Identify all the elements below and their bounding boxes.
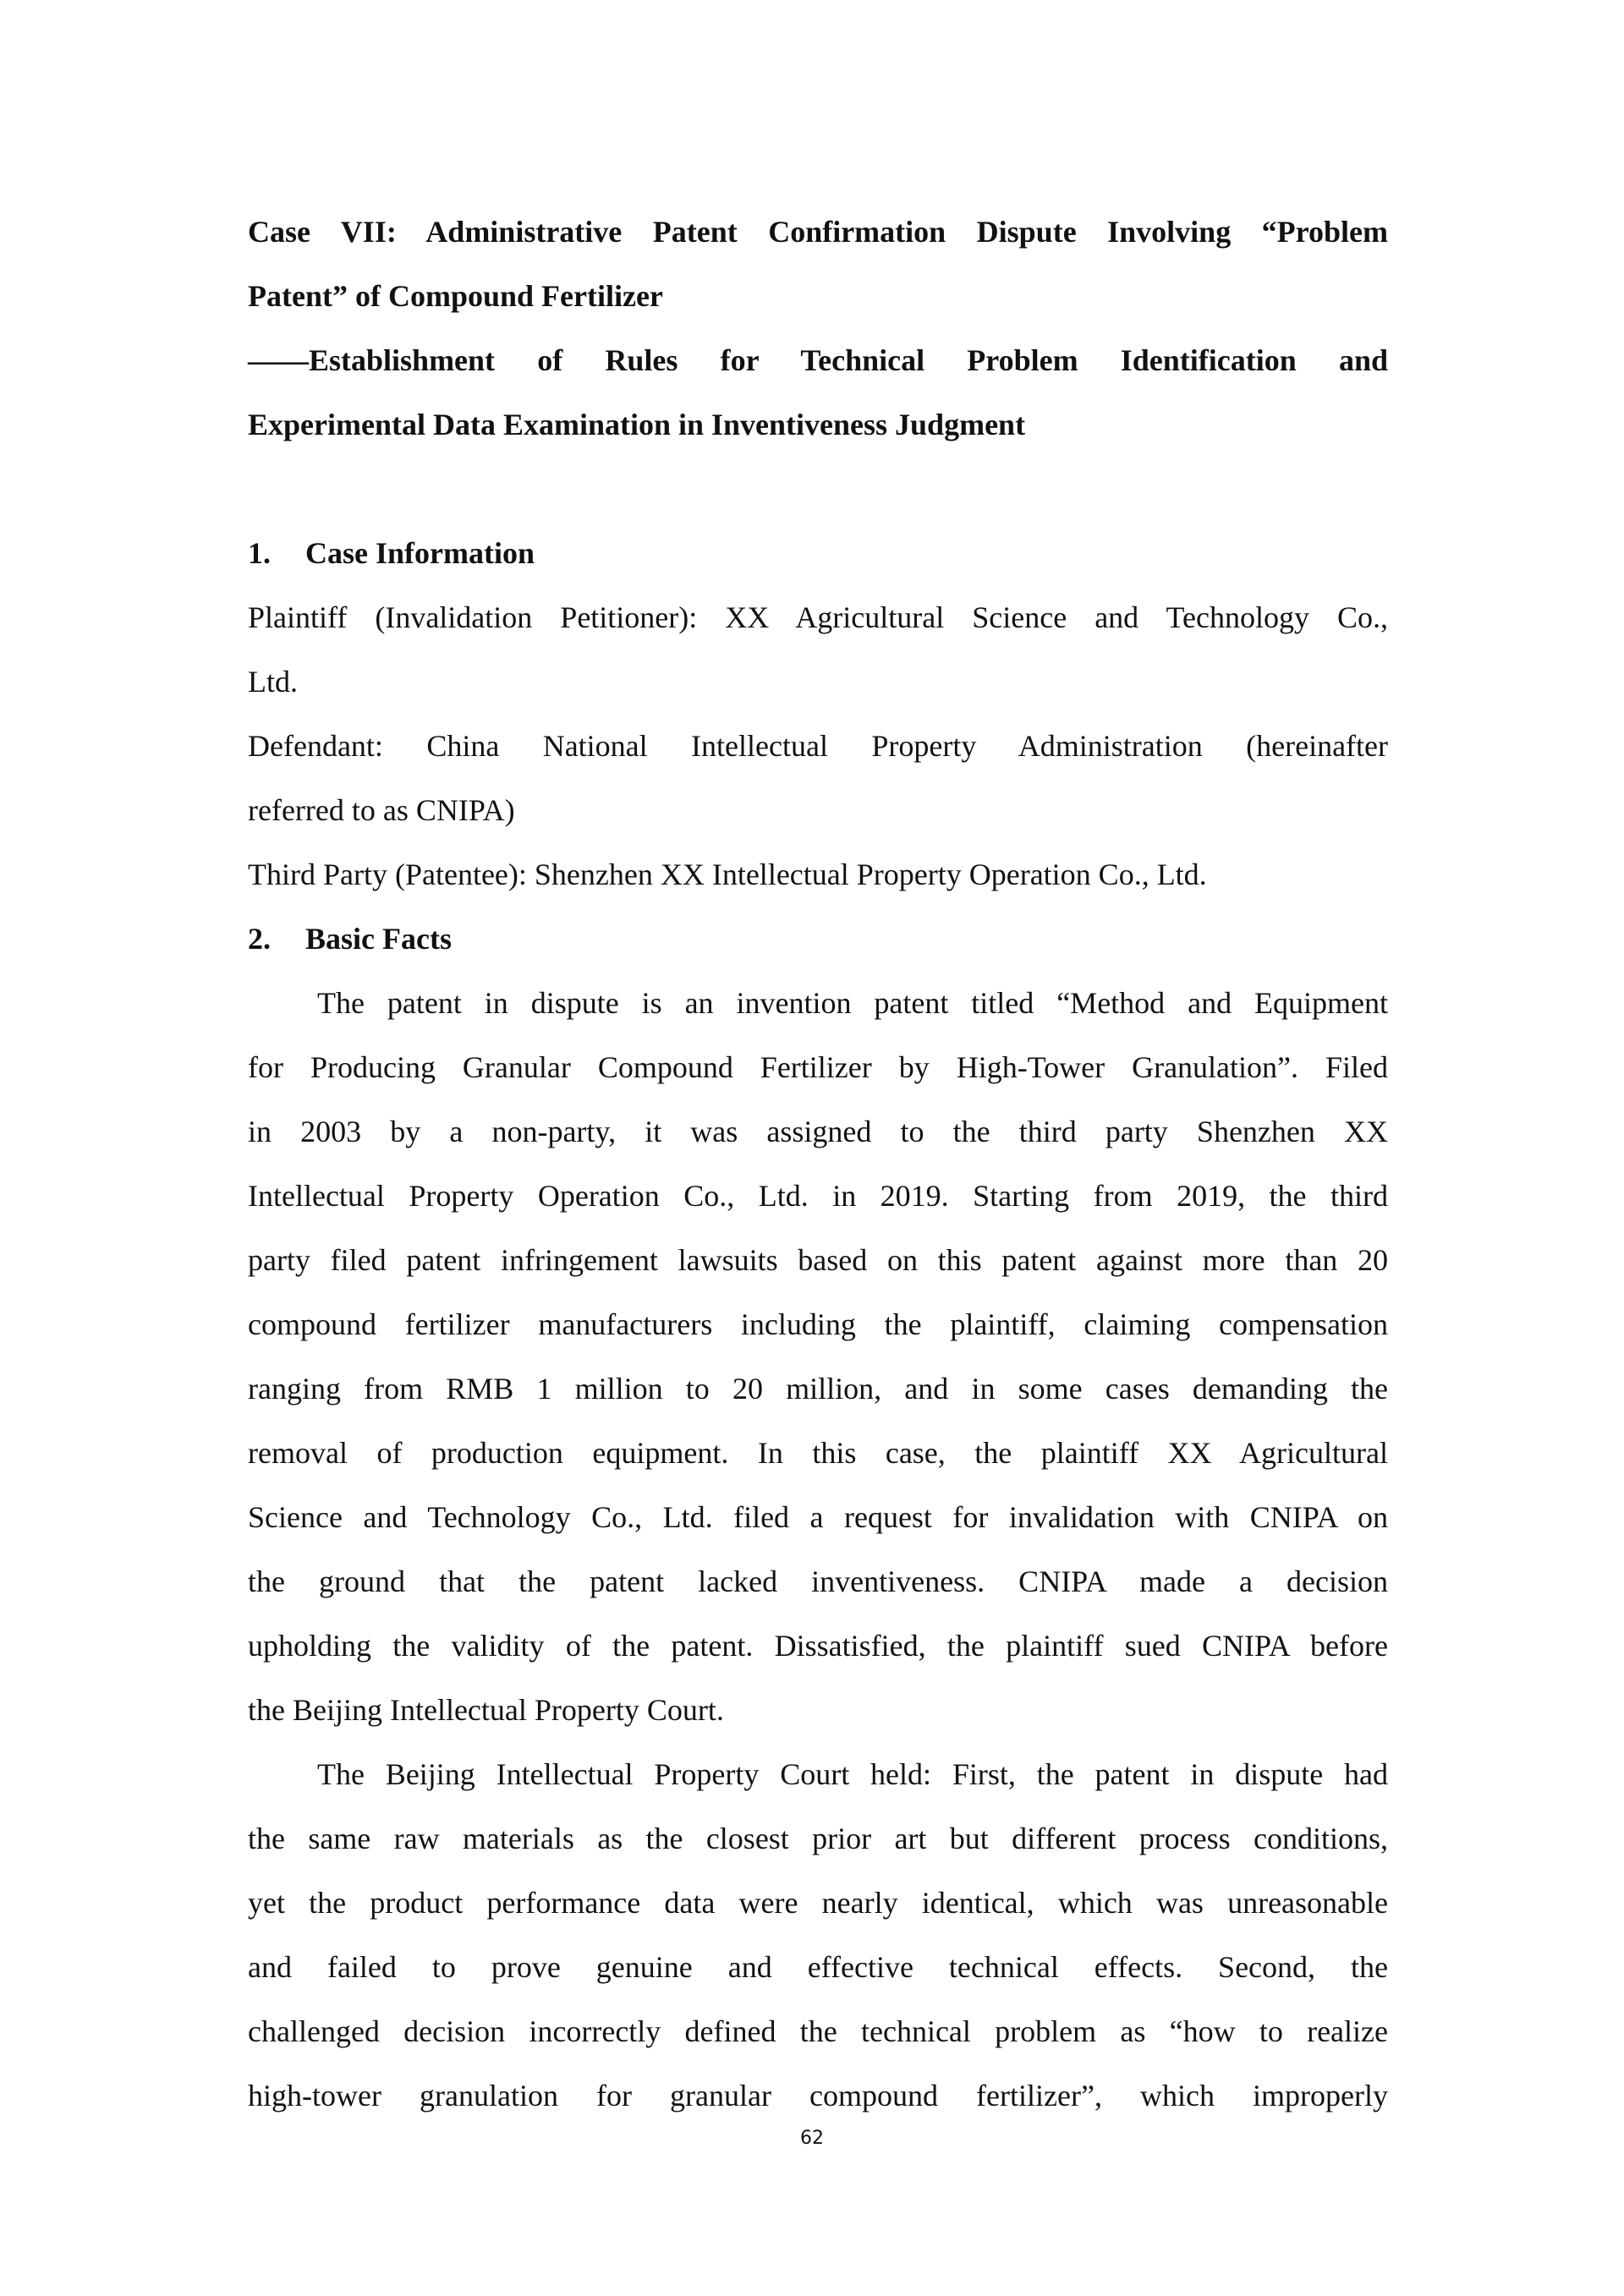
section-heading-case-information — [248, 521, 1388, 585]
subtitle-line-1: ——Establishment of Rules for Technical Problem Identification and — [248, 343, 1388, 377]
section-heading-basic-facts — [248, 907, 1388, 971]
subtitle-line-2: Experimental Data Examination in Inventiveness Judgment — [248, 408, 1026, 441]
paragraph-1-line: the Beijing Intellectual Property Court. — [248, 1693, 724, 1727]
paragraph-1-line: party filed patent infringement lawsuits based on this patent against more than 20 — [248, 1243, 1388, 1277]
paragraph-2-line: yet the product performance data were nearly identical, which was unreasonable — [248, 1886, 1388, 1920]
paragraph-2-line: the same raw materials as the closest prior art but different process conditions, — [248, 1822, 1388, 1855]
paragraph-2-line: and failed to prove genuine and effective technical effects. Second, the — [248, 1950, 1388, 1984]
plaintiff-line-2: Ltd. — [248, 665, 298, 699]
paragraph-2-line: high-tower granulation for granular compound fertilizer”, which improperly — [248, 2079, 1388, 2112]
paragraph-1-line: upholding the validity of the patent. Dissatisfied, the plaintiff sued CNIPA before — [248, 1629, 1388, 1663]
paragraph-1-line: in 2003 by a non-party, it was assigned to the third party Shenzhen XX — [248, 1115, 1388, 1148]
plaintiff-line-1: Plaintiff (Invalidation Petitioner): XX Agricultural Science and Technology Co., — [248, 600, 1388, 634]
paragraph-1-line: Intellectual Property Operation Co., Ltd. in 2019. Starting from 2019, the third — [248, 1179, 1388, 1213]
paragraph-1-line: compound fertilizer manufacturers including the plaintiff, claiming compensation — [248, 1307, 1388, 1341]
section-number: 1. — [248, 536, 271, 570]
title-line-2: Patent” of Compound Fertilizer — [248, 279, 663, 313]
title-line-1: Case VII: Administrative Patent Confirmation Dispute Involving “Problem — [248, 215, 1388, 249]
paragraph-2-line: The Beijing Intellectual Property Court held: First, the patent in dispute had — [317, 1757, 1388, 1791]
third-party-line: Third Party (Patentee): Shenzhen XX Intellectual Property Operation Co., Ltd. — [248, 858, 1207, 891]
defendant-line-1: Defendant: China National Intellectual Property Administration (hereinafter — [248, 729, 1388, 763]
section-title: Basic Facts — [305, 922, 452, 956]
paragraph-1-line: Science and Technology Co., Ltd. filed a request for invalidation with CNIPA on — [248, 1500, 1388, 1534]
paragraph-1-line: removal of production equipment. In this case, the plaintiff XX Agricultural — [248, 1436, 1388, 1470]
paragraph-1-line: ranging from RMB 1 million to 20 million, and in some cases demanding the — [248, 1372, 1388, 1406]
section-number: 2. — [248, 922, 271, 956]
paragraph-1-line: for Producing Granular Compound Fertilizer by High-Tower Granulation”. Filed — [248, 1050, 1388, 1084]
defendant-line-2: referred to as CNIPA) — [248, 793, 515, 827]
section-title: Case Information — [305, 536, 535, 570]
page-number: 62 — [800, 2128, 824, 2149]
paragraph-1-line: the ground that the patent lacked inventiveness. CNIPA made a decision — [248, 1564, 1388, 1598]
paragraph-1-line: The patent in dispute is an invention patent titled “Method and Equipment — [317, 986, 1388, 1020]
paragraph-2-line: challenged decision incorrectly defined the technical problem as “how to realize — [248, 2014, 1388, 2048]
